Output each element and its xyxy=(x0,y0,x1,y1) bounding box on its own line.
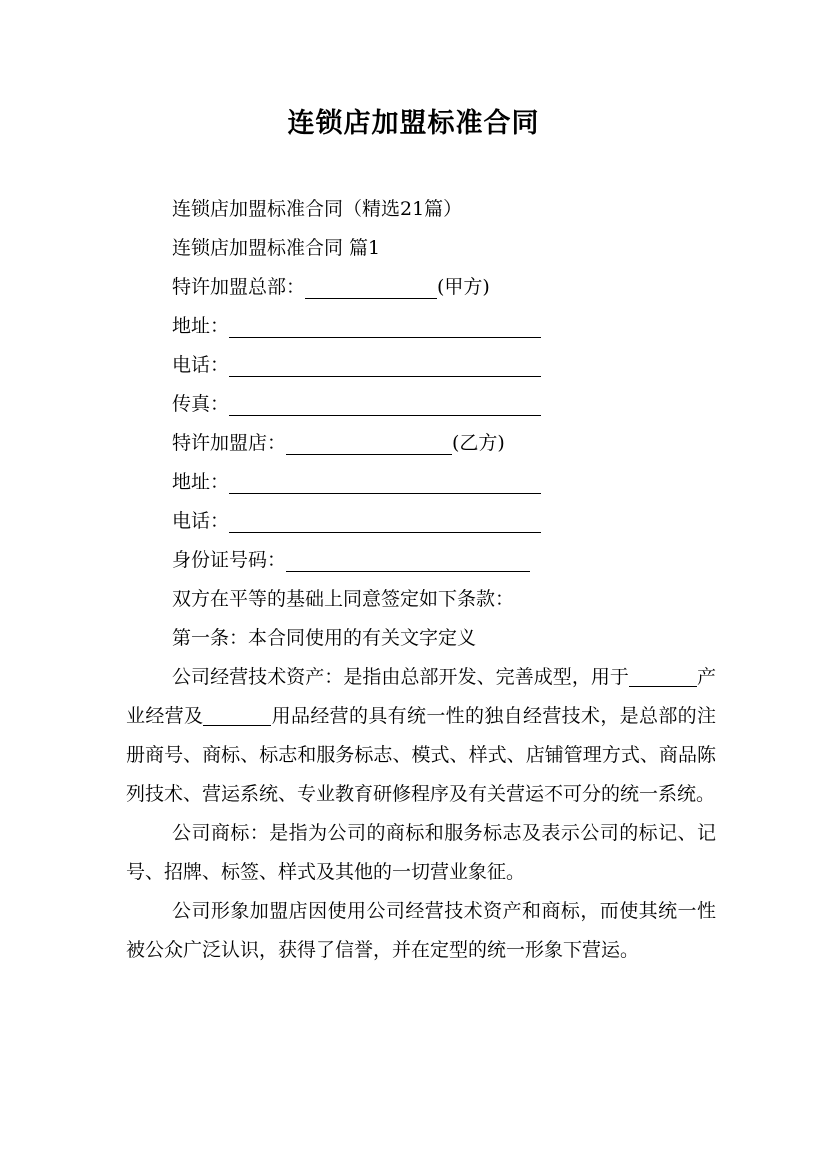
franchisor-address-line xyxy=(126,307,716,346)
address-label: 地址： xyxy=(172,315,230,337)
franchisee-label: 特许加盟店： xyxy=(172,432,287,454)
franchisee-blank xyxy=(286,430,452,455)
para1-part-b: 产业经营及 xyxy=(126,666,716,727)
paragraph-image: 公司形象加盟店因使用公司经营技术资产和商标，而使其统一性被公众广泛认识，获得了信誉，并在定型的统一形象下营运。 xyxy=(126,900,716,961)
phone2-blank xyxy=(229,508,541,533)
id-label: 身份证号码： xyxy=(172,549,287,571)
franchisee-suffix: (乙方) xyxy=(452,432,505,454)
franchisor-line xyxy=(126,268,716,307)
id-blank xyxy=(286,547,530,572)
article1-heading: 第一条：本合同使用的有关文字定义 xyxy=(172,627,477,649)
phone-blank xyxy=(229,352,541,377)
phone2-label: 电话： xyxy=(172,510,230,532)
chapter-heading: 连锁店加盟标准合同 篇1 xyxy=(172,237,381,259)
franchisor-fax-line xyxy=(126,385,716,424)
fax-label: 传真： xyxy=(172,393,230,415)
fax-blank xyxy=(229,391,541,416)
para1-part-a: 公司经营技术资产：是指由总部开发、完善成型，用于 xyxy=(172,666,629,688)
document-subtitle: 连锁店加盟标准合同（精选21篇） xyxy=(172,198,463,220)
franchisor-phone-line xyxy=(126,346,716,385)
franchisor-suffix: (甲方) xyxy=(437,276,490,298)
franchisor-label: 特许加盟总部： xyxy=(172,276,306,298)
product-blank xyxy=(203,703,271,726)
franchisor-blank xyxy=(305,274,437,299)
franchisee-phone-line xyxy=(126,502,716,541)
id-number-line xyxy=(126,541,716,580)
address2-label: 地址： xyxy=(172,471,230,493)
paragraph-tech-assets xyxy=(126,658,716,814)
paragraph-trademark: 公司商标：是指为公司的商标和服务标志及表示公司的标记、记号、招牌、标签、样式及其他的一切营业象征。 xyxy=(126,822,716,883)
para1-part-c: 用品经营的具有统一性的独自经营技术，是总部的注册商号、商标、标志和服务标志、模式、样式、店铺管理方式、商品陈列技术、营运系统、专业教育研修程序及有关营运不可分的统一系统。 xyxy=(126,705,716,805)
document-title: 连锁店加盟标准合同 xyxy=(287,108,540,139)
intro-line: 双方在平等的基础上同意签定如下条款： xyxy=(172,588,515,610)
franchisee-line xyxy=(126,424,716,463)
address-blank xyxy=(229,313,541,338)
franchisee-address-line xyxy=(126,463,716,502)
phone-label: 电话： xyxy=(172,354,230,376)
industry-blank xyxy=(629,664,697,687)
address2-blank xyxy=(229,469,541,494)
document-body xyxy=(126,190,716,970)
